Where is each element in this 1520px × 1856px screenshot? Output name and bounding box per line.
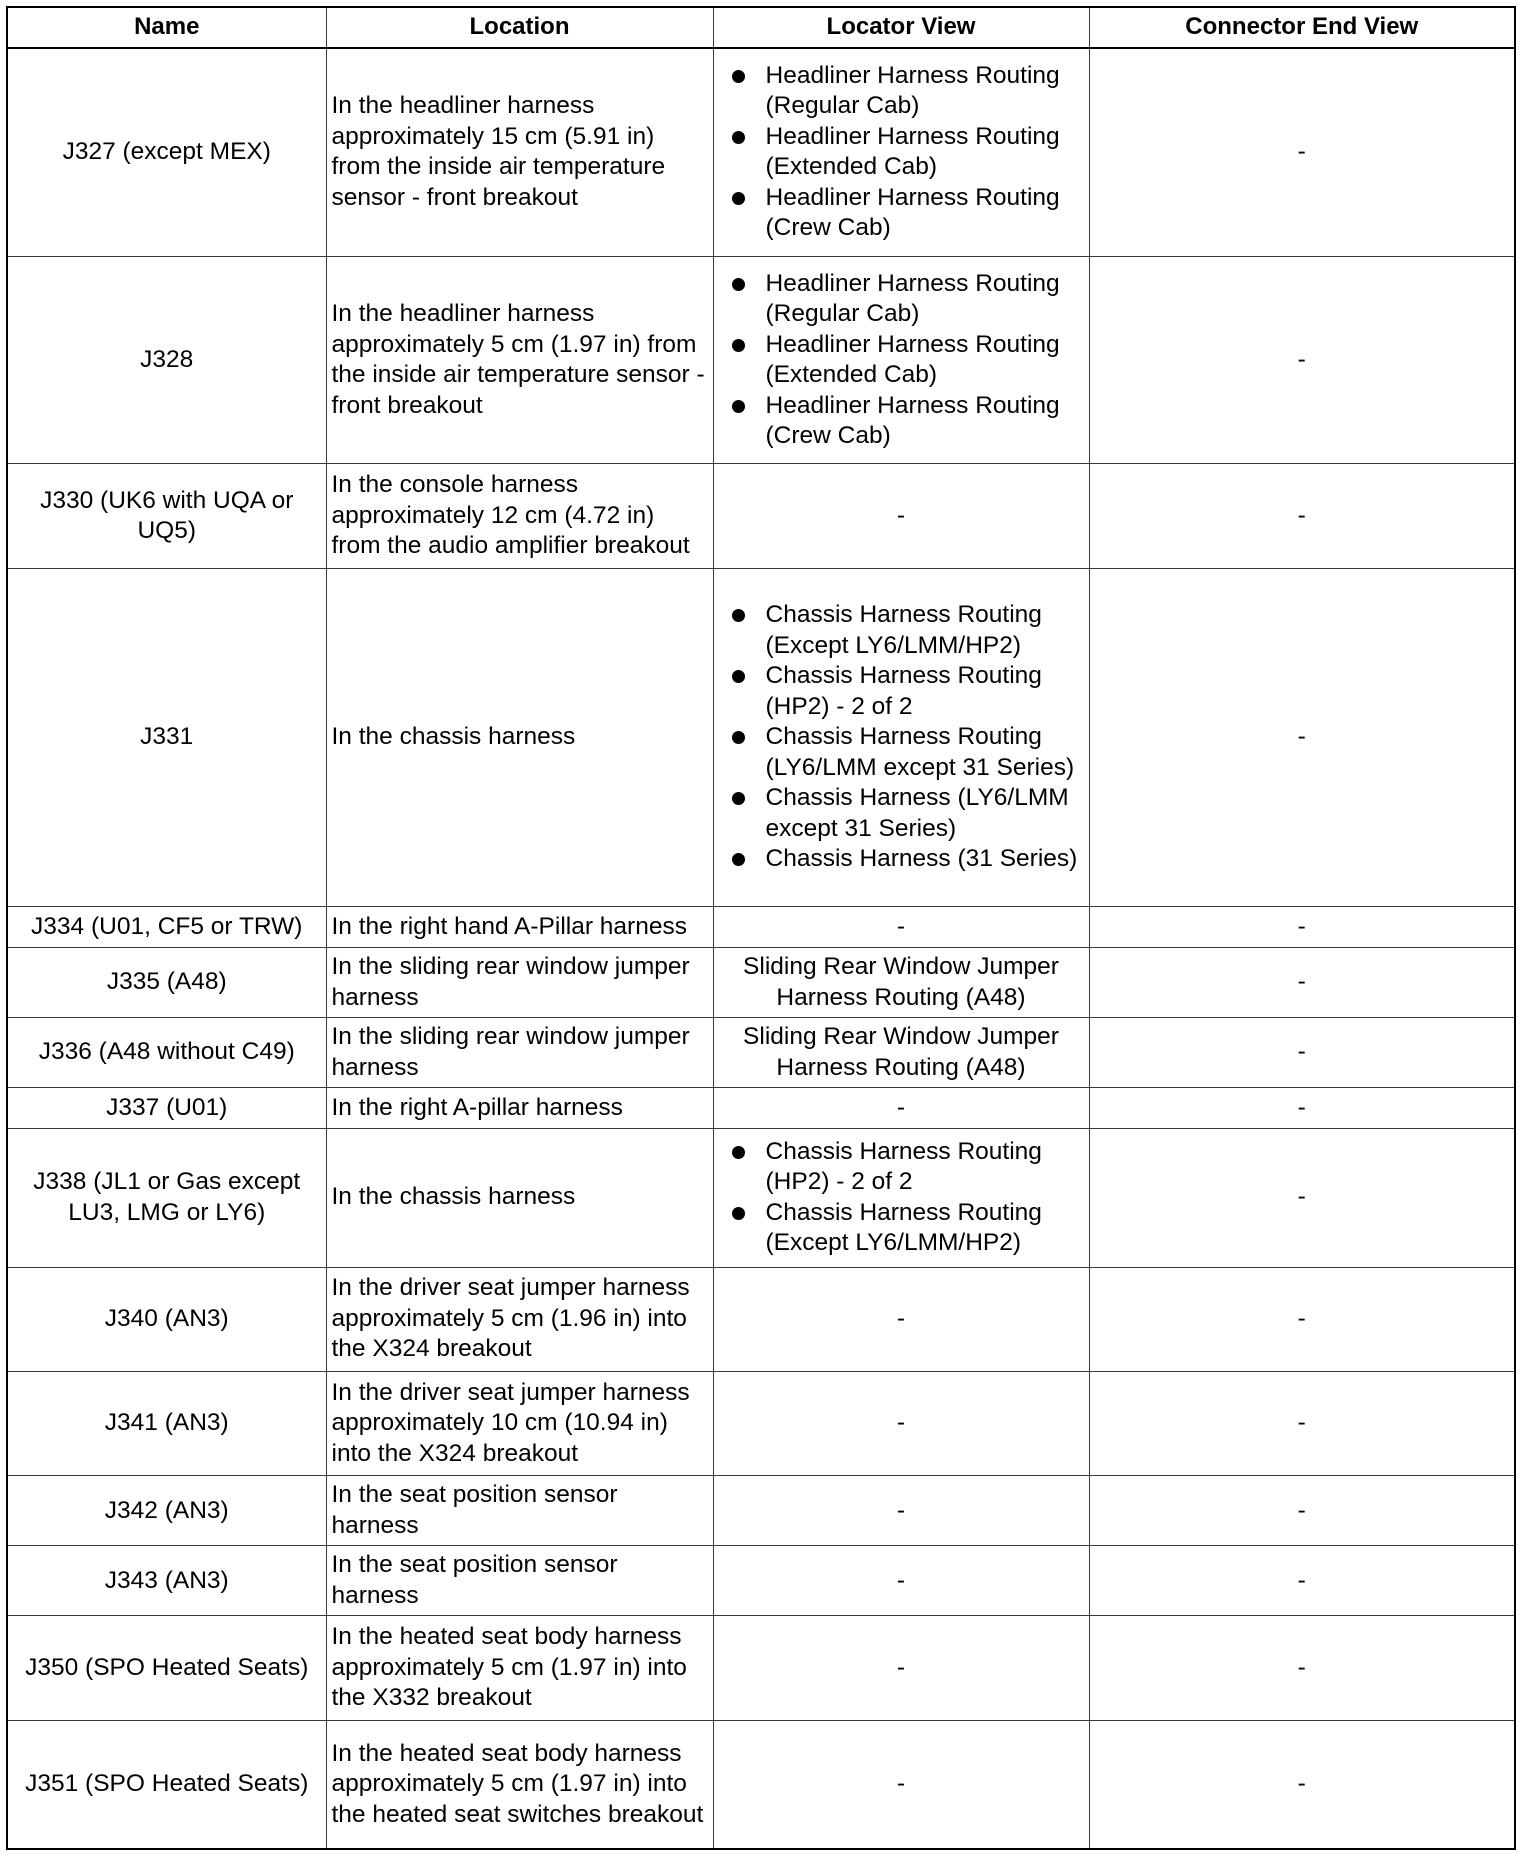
bullet-icon	[732, 400, 745, 413]
cell-name: J336 (A48 without C49)	[7, 1018, 326, 1088]
header-row	[7, 7, 1515, 48]
cell-locator-view: -	[713, 1720, 1089, 1849]
table-row	[7, 464, 1515, 568]
bullet-icon	[732, 339, 745, 352]
locator-list	[732, 269, 1085, 452]
cell-locator-view: Sliding Rear Window Jumper Harness Routing (A48)	[713, 948, 1089, 1018]
table-row	[7, 907, 1515, 948]
locator-item-text: Chassis Harness Routing (Except LY6/LMM/HP2)	[765, 1198, 1042, 1257]
cell-name: J327 (except MEX)	[7, 48, 326, 256]
cell-location: In the driver seat jumper harness approximately 5 cm (1.96 in) into the X324 breakout	[326, 1267, 713, 1371]
cell-connector-end-view: -	[1089, 948, 1515, 1018]
cell-connector-end-view: -	[1089, 1546, 1515, 1616]
cell-connector-end-view: -	[1089, 1720, 1515, 1849]
locator-list-item	[732, 1137, 1085, 1198]
cell-locator-view: -	[713, 907, 1089, 948]
cell-location: In the seat position sensor harness	[326, 1546, 713, 1616]
cell-location: In the console harness approximately 12 cm (4.72 in) from the audio amplifier breakout	[326, 464, 713, 568]
bullet-icon	[732, 70, 745, 83]
cell-locator-view: -	[713, 1546, 1089, 1616]
table-row	[7, 1267, 1515, 1371]
cell-locator-view: -	[713, 1616, 1089, 1720]
table-body	[7, 48, 1515, 1849]
cell-connector-end-view: -	[1089, 1371, 1515, 1475]
cell-name: J335 (A48)	[7, 948, 326, 1018]
table-row	[7, 48, 1515, 256]
cell-connector-end-view: -	[1089, 1616, 1515, 1720]
cell-location: In the heated seat body harness approximately 5 cm (1.97 in) into the heated seat switches breakout	[326, 1720, 713, 1849]
cell-locator-view: Sliding Rear Window Jumper Harness Routing (A48)	[713, 1018, 1089, 1088]
cell-location: In the heated seat body harness approximately 5 cm (1.97 in) into the X332 breakout	[326, 1616, 713, 1720]
cell-locator-view	[713, 1128, 1089, 1267]
locator-item-text: Chassis Harness Routing (HP2) - 2 of 2	[765, 1137, 1042, 1196]
locator-item-text: Chassis Harness (31 Series)	[765, 845, 1078, 873]
cell-connector-end-view: -	[1089, 907, 1515, 948]
table-row	[7, 1018, 1515, 1088]
table-row	[7, 1616, 1515, 1720]
bullet-icon	[732, 731, 745, 744]
cell-name: J350 (SPO Heated Seats)	[7, 1616, 326, 1720]
locator-list-item	[732, 600, 1085, 661]
cell-locator-view	[713, 48, 1089, 256]
locator-list	[732, 600, 1085, 875]
table-row	[7, 1128, 1515, 1267]
table-row	[7, 1720, 1515, 1849]
cell-connector-end-view: -	[1089, 1018, 1515, 1088]
cell-locator-view: -	[713, 1088, 1089, 1129]
cell-location: In the right A-pillar harness	[326, 1088, 713, 1129]
splice-location-table	[6, 6, 1516, 1850]
cell-location: In the driver seat jumper harness approximately 10 cm (10.94 in) into the X324 breakout	[326, 1371, 713, 1475]
locator-list-item	[732, 1198, 1085, 1259]
locator-item-text: Headliner Harness Routing (Crew Cab)	[765, 183, 1060, 242]
cell-location: In the sliding rear window jumper harness	[326, 948, 713, 1018]
locator-item-text: Chassis Harness Routing (HP2) - 2 of 2	[765, 662, 1042, 720]
cell-location: In the headliner harness approximately 5 cm (1.97 in) from the inside air temperature sensor - front breakout	[326, 256, 713, 464]
cell-name: J351 (SPO Heated Seats)	[7, 1720, 326, 1849]
header-location: Location	[326, 7, 713, 48]
bullet-icon	[732, 792, 745, 805]
locator-item-text: Chassis Harness (LY6/LMM except 31 Series)	[765, 784, 1069, 842]
cell-locator-view: -	[713, 464, 1089, 568]
bullet-icon	[732, 1146, 745, 1159]
bullet-icon	[732, 609, 745, 622]
cell-locator-view: -	[713, 1371, 1089, 1475]
locator-item-text: Headliner Harness Routing (Extended Cab)	[765, 330, 1060, 389]
cell-locator-view: -	[713, 1267, 1089, 1371]
locator-list-item	[732, 330, 1085, 391]
cell-location: In the right hand A-Pillar harness	[326, 907, 713, 948]
bullet-icon	[732, 131, 745, 144]
cell-name: J334 (U01, CF5 or TRW)	[7, 907, 326, 948]
locator-list-item	[732, 269, 1085, 330]
cell-name: J328	[7, 256, 326, 464]
cell-name: J341 (AN3)	[7, 1371, 326, 1475]
cell-connector-end-view: -	[1089, 568, 1515, 907]
cell-connector-end-view: -	[1089, 1088, 1515, 1129]
cell-name: J330 (UK6 with UQA or UQ5)	[7, 464, 326, 568]
locator-list-item	[732, 722, 1085, 783]
cell-location: In the sliding rear window jumper harness	[326, 1018, 713, 1088]
cell-connector-end-view: -	[1089, 464, 1515, 568]
locator-list-item	[732, 661, 1085, 722]
cell-name: J343 (AN3)	[7, 1546, 326, 1616]
locator-list-item	[732, 122, 1085, 183]
table-row	[7, 1371, 1515, 1475]
locator-item-text: Chassis Harness Routing (LY6/LMM except 31 Series)	[765, 723, 1075, 781]
locator-item-text: Headliner Harness Routing (Crew Cab)	[765, 391, 1060, 450]
cell-locator-view	[713, 256, 1089, 464]
table-row	[7, 568, 1515, 907]
cell-locator-view: -	[713, 1476, 1089, 1546]
locator-list-item	[732, 844, 1085, 875]
table-row	[7, 1476, 1515, 1546]
locator-item-text: Headliner Harness Routing (Regular Cab)	[765, 269, 1060, 328]
bullet-icon	[732, 670, 745, 683]
bullet-icon	[732, 1207, 745, 1220]
cell-name: J331	[7, 568, 326, 907]
locator-list-item	[732, 391, 1085, 452]
cell-connector-end-view: -	[1089, 256, 1515, 464]
locator-list	[732, 61, 1085, 244]
locator-list-item	[732, 783, 1085, 844]
locator-list	[732, 1137, 1085, 1259]
table-row	[7, 1546, 1515, 1616]
cell-connector-end-view: -	[1089, 1267, 1515, 1371]
bullet-icon	[732, 192, 745, 205]
cell-location: In the chassis harness	[326, 568, 713, 907]
cell-name: J340 (AN3)	[7, 1267, 326, 1371]
cell-connector-end-view: -	[1089, 1476, 1515, 1546]
cell-name: J342 (AN3)	[7, 1476, 326, 1546]
cell-name: J338 (JL1 or Gas except LU3, LMG or LY6)	[7, 1128, 326, 1267]
cell-location: In the seat position sensor harness	[326, 1476, 713, 1546]
table-row	[7, 948, 1515, 1018]
header-locator-view: Locator View	[713, 7, 1089, 48]
cell-connector-end-view: -	[1089, 48, 1515, 256]
locator-item-text: Headliner Harness Routing (Regular Cab)	[765, 61, 1060, 120]
locator-list-item	[732, 61, 1085, 122]
locator-item-text: Headliner Harness Routing (Extended Cab)	[765, 122, 1060, 181]
table-row	[7, 256, 1515, 464]
cell-name: J337 (U01)	[7, 1088, 326, 1129]
cell-location: In the headliner harness approximately 15 cm (5.91 in) from the inside air temperature sensor - front breakout	[326, 48, 713, 256]
cell-location: In the chassis harness	[326, 1128, 713, 1267]
header-connector-end-view: Connector End View	[1089, 7, 1515, 48]
locator-list-item	[732, 183, 1085, 244]
locator-item-text: Chassis Harness Routing (Except LY6/LMM/HP2)	[765, 601, 1042, 659]
bullet-icon	[732, 278, 745, 291]
cell-connector-end-view: -	[1089, 1128, 1515, 1267]
header-name: Name	[7, 7, 326, 48]
cell-locator-view	[713, 568, 1089, 907]
bullet-icon	[732, 853, 745, 866]
table-row	[7, 1088, 1515, 1129]
